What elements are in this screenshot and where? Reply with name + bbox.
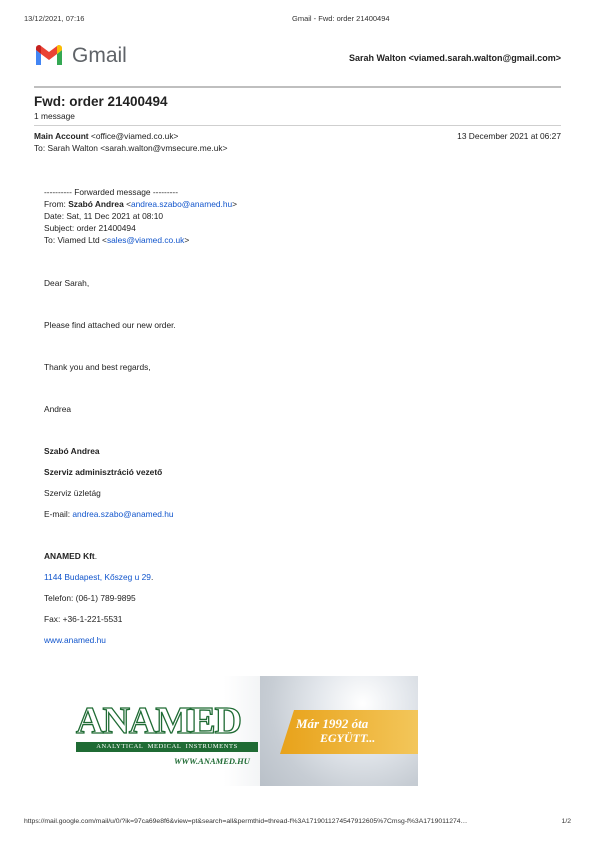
forwarded-from-open: < xyxy=(126,199,131,209)
anamed-logo xyxy=(76,700,258,746)
anamed-banner[interactable] xyxy=(44,676,418,786)
body-line-order: Please find attached our new order. xyxy=(44,320,176,330)
forwarded-from-name: Szabó Andrea xyxy=(68,199,124,209)
message-count: 1 message xyxy=(34,111,75,121)
signature-email-label: E-mail: xyxy=(44,509,73,519)
banner-slogan-line1: Már 1992 óta xyxy=(296,716,369,731)
subject-divider xyxy=(34,125,561,126)
header-divider xyxy=(34,86,561,88)
signature-phone: Telefon: (06-1) 789-9895 xyxy=(44,593,136,603)
signature-company-name: ANAMED Kft xyxy=(44,551,95,561)
print-tab-title: Gmail - Fwd: order 21400494 xyxy=(292,14,390,23)
gmail-wordmark: Gmail xyxy=(72,44,127,67)
forwarded-from-close: > xyxy=(232,199,238,209)
signature-email-link[interactable]: andrea.szabo@anamed.hu xyxy=(72,509,174,519)
forwarded-to xyxy=(44,235,189,245)
message-to: To: Sarah Walton <sarah.walton@vmsecure.me.uk> xyxy=(34,143,228,153)
signature-title: Szerviz adminisztráció vezető xyxy=(44,467,163,477)
signature-dept: Szerviz üzletág xyxy=(44,488,101,498)
body-signoff: Andrea xyxy=(44,404,72,414)
signature-address-link[interactable]: 1144 Budapest, Kőszeg u 29 xyxy=(44,572,151,582)
forwarded-date: Date: Sat, 11 Dec 2021 at 08:10 xyxy=(44,211,164,221)
signature-company-dot: . xyxy=(94,551,98,561)
forwarded-from xyxy=(44,199,237,209)
banner-slogan-line2: EGYÜTT... xyxy=(320,731,376,745)
print-footer-page: 1/2 xyxy=(561,818,571,825)
forwarded-subject: Subject: order 21400494 xyxy=(44,223,136,233)
gmail-m-icon xyxy=(34,43,64,67)
account-line: Sarah Walton <viamed.sarah.walton@gmail.com> xyxy=(348,53,561,63)
forwarded-divider: ---------- Forwarded message --------- xyxy=(44,187,178,197)
body-line-regards: Thank you and best regards, xyxy=(44,362,151,372)
body-greeting: Dear Sarah, xyxy=(44,278,90,288)
signature-email xyxy=(44,509,174,519)
signature-address xyxy=(44,572,153,582)
anamed-logo-text: ANAMED xyxy=(76,700,241,742)
forwarded-from-email-link[interactable]: andrea.szabo@anamed.hu xyxy=(130,199,233,209)
sender-email: <office@viamed.co.uk> xyxy=(90,131,179,141)
sender-name: Main Account xyxy=(34,131,89,141)
signature-name: Szabó Andrea xyxy=(44,446,100,456)
signature-address-dot: . xyxy=(150,572,154,582)
forwarded-to-close: > xyxy=(184,235,190,245)
signature-fax: Fax: +36-1-221-5531 xyxy=(44,614,123,624)
forwarded-from-label: From: xyxy=(44,199,66,209)
banner-website: WWW.ANAMED.HU xyxy=(174,756,250,766)
thread-subject: Fwd: order 21400494 xyxy=(34,94,168,109)
signature-website-link[interactable]: www.anamed.hu xyxy=(44,635,106,645)
forwarded-to-prefix: To: Viamed Ltd < xyxy=(44,235,107,245)
message-date: 13 December 2021 at 06:27 xyxy=(457,131,561,141)
anamed-logo-subtitle: ANALYTICAL MEDICAL INSTRUMENTS xyxy=(76,742,258,752)
signature-company xyxy=(44,551,97,561)
print-footer-url: https://mail.google.com/mail/u/0/?ik=97ca69e8f6&view=pt&search=all&permthid=thread-f%3A1719011274547912605%7Cmsg-f%3A1719011274… xyxy=(24,818,468,825)
forwarded-to-email-link[interactable]: sales@viamed.co.uk xyxy=(106,235,185,245)
message-from xyxy=(34,131,178,141)
print-datetime: 13/12/2021, 07:16 xyxy=(24,14,85,23)
